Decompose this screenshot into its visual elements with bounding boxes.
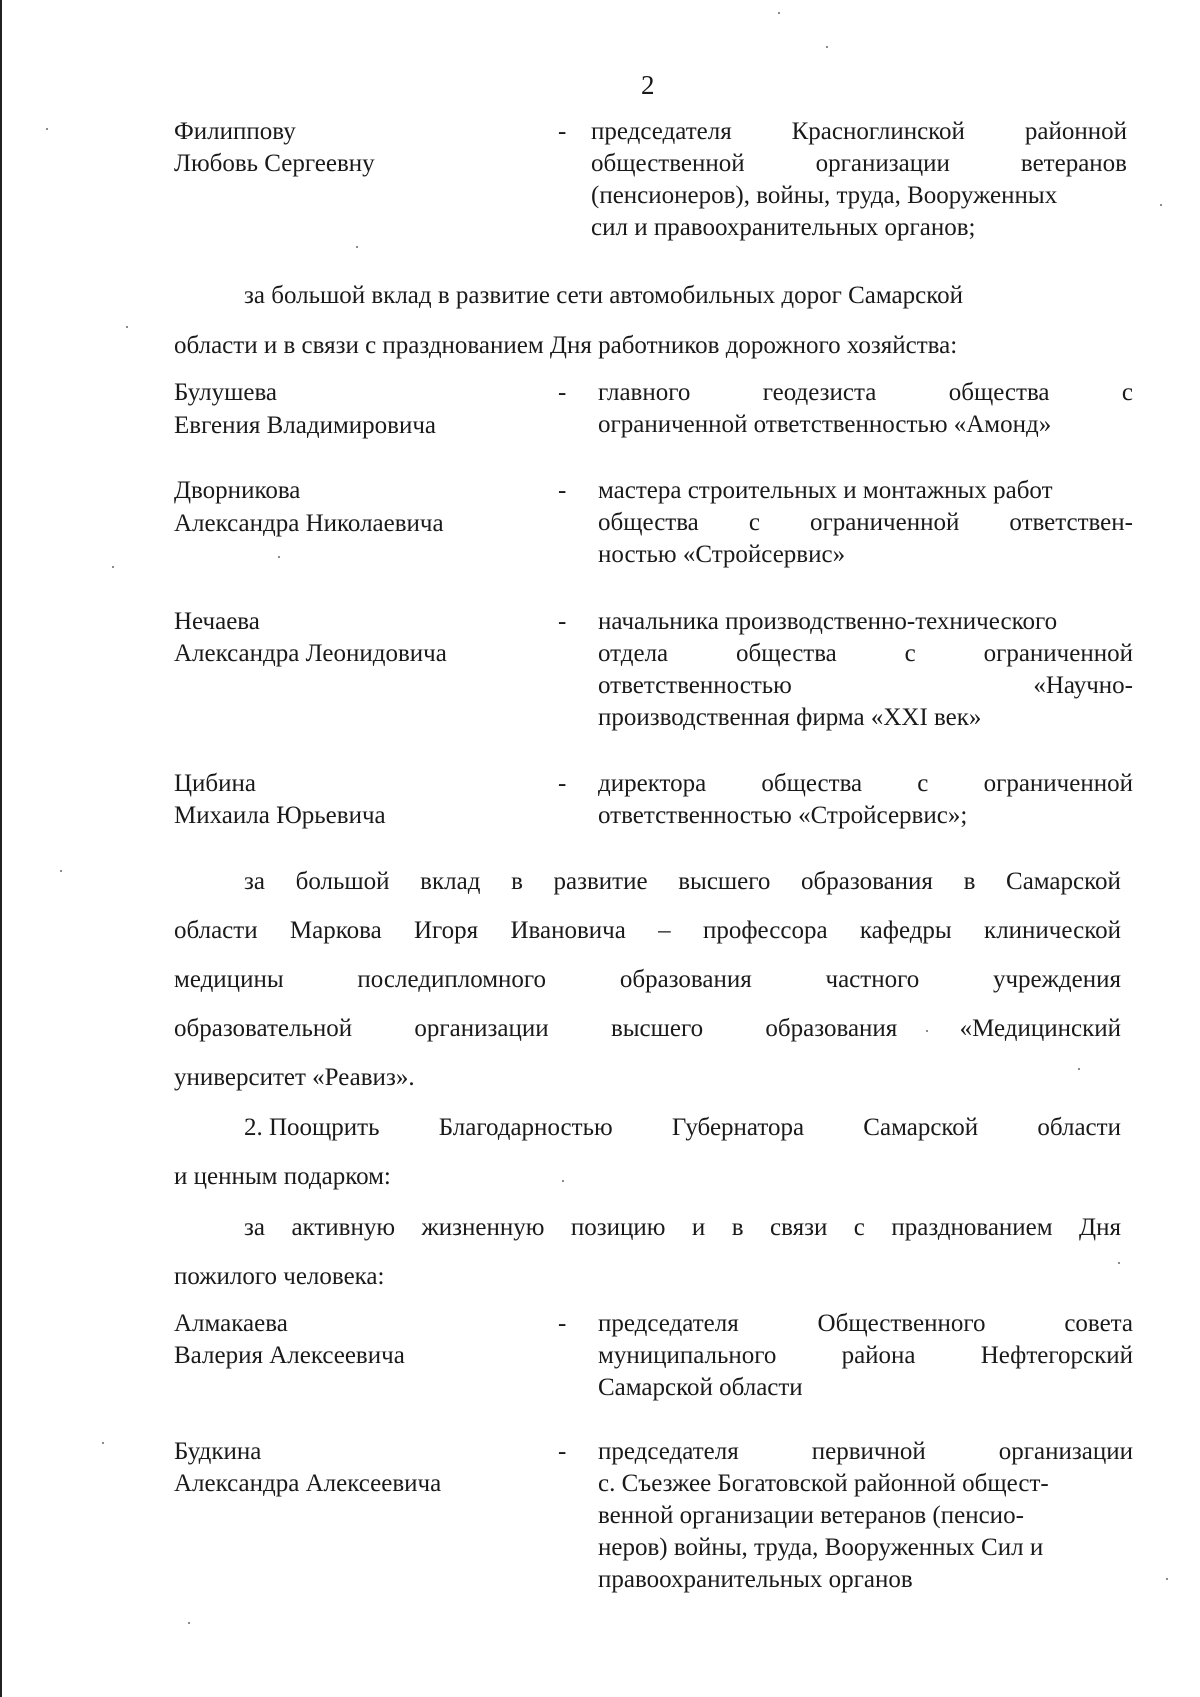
- word: –: [658, 917, 671, 944]
- word: образовательной: [174, 1015, 353, 1042]
- word: последипломного: [357, 966, 547, 993]
- entry-description: [598, 475, 1133, 571]
- scan-speck: [926, 1030, 928, 1032]
- scan-speck: [1078, 1068, 1080, 1070]
- description-line: [598, 377, 1133, 409]
- entry-description: [598, 1308, 1133, 1404]
- paragraph-elderly-line-2: пожилого человека:: [174, 1263, 385, 1290]
- word: с: [917, 770, 929, 797]
- word: и: [691, 1214, 706, 1241]
- line-text: правоохранительных органов: [598, 1566, 913, 1593]
- entry-given-names: Любовь Сергеевну: [174, 150, 375, 177]
- word: Красноглинской: [791, 118, 965, 145]
- description-line: [598, 507, 1133, 539]
- word: Дня: [1079, 1214, 1121, 1241]
- description-line: [591, 212, 1127, 244]
- word: «Медицинский: [959, 1015, 1121, 1042]
- paragraph-edu-line-1: [174, 866, 1121, 898]
- description-line: [598, 1468, 1133, 1500]
- line-text: начальника производственно-технического: [598, 608, 1058, 635]
- line-text: ответственностью «Стройсервис»;: [598, 802, 968, 829]
- scan-speck: [188, 1622, 190, 1624]
- word: организации: [414, 1015, 549, 1042]
- word: Самарской: [863, 1114, 979, 1141]
- word: ответствен-: [1009, 509, 1133, 536]
- scan-speck: [1118, 1262, 1120, 1264]
- line-text: ограниченной ответственностью «Амонд»: [598, 411, 1052, 438]
- entry-dash: -: [558, 379, 567, 406]
- entry-description: [598, 377, 1133, 441]
- word: области: [1037, 1114, 1121, 1141]
- entry-given-names: Александра Николаевича: [174, 510, 444, 537]
- description-line: [598, 1308, 1133, 1340]
- line-text: производственная фирма «XXI век»: [598, 704, 982, 731]
- line-text: с. Съезжее Богатовской районной общест-: [598, 1470, 1049, 1497]
- word: Общественного: [817, 1310, 986, 1337]
- word: председателя: [598, 1310, 739, 1337]
- scan-speck: [102, 1442, 104, 1444]
- entry-dash: -: [558, 608, 567, 635]
- word: высшего: [610, 1015, 704, 1042]
- word: образования: [619, 966, 752, 993]
- line-text: неров) войны, труда, Вооруженных Сил и: [598, 1534, 1044, 1561]
- word: геодезиста: [762, 379, 877, 406]
- word: отдела: [598, 640, 669, 667]
- word: ограниченной: [983, 640, 1133, 667]
- word: области: [174, 917, 258, 944]
- word: празднованием: [891, 1214, 1053, 1241]
- word: районной: [1024, 118, 1127, 145]
- entry-surname: Цибина: [174, 770, 257, 797]
- word: Губернатора: [671, 1114, 805, 1141]
- paragraph-edu-line-2: [174, 915, 1121, 947]
- paragraph-reward-line-1: [174, 1112, 1121, 1144]
- word: медицины: [174, 966, 284, 993]
- entry-dash: -: [558, 770, 567, 797]
- word: района: [841, 1342, 916, 1369]
- word: образования: [765, 1015, 898, 1042]
- entry-description: [591, 116, 1127, 244]
- scan-speck: [278, 556, 280, 558]
- word: председателя: [598, 1438, 739, 1465]
- entry-given-names: Александра Алексеевича: [174, 1470, 442, 1497]
- line-text: ностью «Стройсервис»: [598, 541, 846, 568]
- line-text: венной организации ветеранов (пенсио-: [598, 1502, 1024, 1529]
- description-line: [598, 768, 1133, 800]
- paragraph-roads-line-2: области и в связи с празднованием Дня работников дорожного хозяйства:: [174, 332, 958, 359]
- line-text: (пенсионеров), войны, труда, Вооруженных: [591, 182, 1058, 209]
- word: за: [244, 1214, 265, 1241]
- word: организации: [815, 150, 950, 177]
- description-line: [598, 1340, 1133, 1372]
- word: жизненную: [421, 1214, 545, 1241]
- word: ограниченной: [809, 509, 960, 536]
- word: общества: [598, 509, 699, 536]
- word: Маркова: [289, 917, 382, 944]
- description-line: [591, 148, 1127, 180]
- word: общества: [736, 640, 837, 667]
- paragraph-roads-line-1: за большой вклад в развитие сети автомобильных дорог Самарской: [244, 282, 963, 309]
- entry-surname: Будкина: [174, 1438, 262, 1465]
- description-line: [591, 116, 1127, 148]
- page-number: 2: [641, 70, 655, 100]
- word: клинической: [984, 917, 1121, 944]
- word: частного: [825, 966, 920, 993]
- entry-given-names: Михаила Юрьевича: [174, 802, 386, 829]
- description-line: [598, 1436, 1133, 1468]
- word: образования: [801, 868, 933, 895]
- word: Самарской: [1006, 868, 1121, 895]
- word: позицию: [570, 1214, 666, 1241]
- word: вклад: [420, 868, 481, 895]
- scan-speck: [778, 12, 780, 14]
- word: общества: [948, 379, 1050, 406]
- entry-given-names: Александра Леонидовича: [174, 640, 447, 667]
- word: ветеранов: [1020, 150, 1127, 177]
- word: за: [244, 868, 265, 895]
- word: первичной: [811, 1438, 926, 1465]
- entry-description: [598, 1436, 1133, 1596]
- entry-given-names: Валерия Алексеевича: [174, 1342, 405, 1369]
- description-line: [598, 1500, 1133, 1532]
- entry-given-names: Евгения Владимировича: [174, 412, 436, 439]
- word: ограниченной: [983, 770, 1133, 797]
- description-line: [598, 606, 1133, 638]
- paragraph-elderly-line-1: [174, 1212, 1121, 1244]
- word: директора: [598, 770, 707, 797]
- scan-speck: [1166, 1578, 1168, 1580]
- word: кафедры: [859, 917, 952, 944]
- entry-dash: -: [558, 477, 567, 504]
- word: с: [1121, 379, 1133, 406]
- paragraph-edu-line-3: [174, 964, 1121, 996]
- entry-dash: -: [558, 1438, 567, 1465]
- word: ответственностью: [598, 672, 792, 699]
- word: высшего: [678, 868, 771, 895]
- scan-speck: [46, 128, 48, 130]
- word: совета: [1064, 1310, 1133, 1337]
- description-line: [598, 800, 1133, 832]
- entry-dash: -: [558, 118, 567, 145]
- word: профессора: [702, 917, 828, 944]
- word: в: [511, 868, 523, 895]
- word: связи: [770, 1214, 828, 1241]
- word: развитие: [553, 868, 648, 895]
- word: с: [853, 1214, 865, 1241]
- scan-speck: [1160, 204, 1162, 206]
- word: муниципального: [598, 1342, 777, 1369]
- description-line: [598, 475, 1133, 507]
- word: Нефтегорский: [980, 1342, 1133, 1369]
- description-line: [598, 1564, 1133, 1596]
- word: Игоря: [413, 917, 479, 944]
- word: учреждения: [992, 966, 1121, 993]
- word: 2. Поощрить: [244, 1114, 380, 1141]
- word: большой: [295, 868, 390, 895]
- word: общества: [761, 770, 863, 797]
- description-line: [598, 1532, 1133, 1564]
- scan-speck: [826, 46, 828, 48]
- entry-dash: -: [558, 1310, 567, 1337]
- scan-speck: [60, 870, 62, 872]
- word: с: [904, 640, 916, 667]
- scan-speck: [562, 1180, 564, 1182]
- description-line: [598, 702, 1133, 734]
- word: Ивановича: [510, 917, 626, 944]
- scan-speck: [112, 566, 114, 568]
- word: председателя: [591, 118, 732, 145]
- entry-surname: Алмакаева: [174, 1310, 288, 1337]
- entry-surname: Нечаева: [174, 608, 260, 635]
- scan-left-edge: [0, 0, 2, 1697]
- entry-surname: Дворникова: [174, 477, 301, 504]
- description-line: [598, 670, 1133, 702]
- description-line: [598, 409, 1133, 441]
- word: с: [748, 509, 760, 536]
- word: общественной: [591, 150, 745, 177]
- word: в: [963, 868, 976, 895]
- scan-speck: [126, 326, 128, 328]
- description-line: [598, 638, 1133, 670]
- description-line: [598, 1372, 1133, 1404]
- line-text: сил и правоохранительных органов;: [591, 214, 976, 241]
- line-text: мастера строительных и монтажных работ: [598, 477, 1053, 504]
- description-line: [598, 539, 1133, 571]
- description-line: [591, 180, 1127, 212]
- word: активную: [291, 1214, 396, 1241]
- entry-surname: Филиппову: [174, 118, 296, 145]
- scan-speck: [356, 246, 358, 248]
- paragraph-edu-line-4: [174, 1013, 1121, 1045]
- word: «Научно-: [1033, 672, 1133, 699]
- paragraph-edu-line-5: университет «Реавиз».: [174, 1064, 415, 1091]
- word: организации: [998, 1438, 1133, 1465]
- word: Благодарностью: [438, 1114, 613, 1141]
- entry-surname: Булушева: [174, 379, 278, 406]
- word: главного: [598, 379, 691, 406]
- paragraph-reward-line-2: и ценным подарком:: [174, 1163, 391, 1190]
- line-text: Самарской области: [598, 1374, 803, 1401]
- word: в: [731, 1214, 744, 1241]
- entry-description: [598, 606, 1133, 734]
- entry-description: [598, 768, 1133, 832]
